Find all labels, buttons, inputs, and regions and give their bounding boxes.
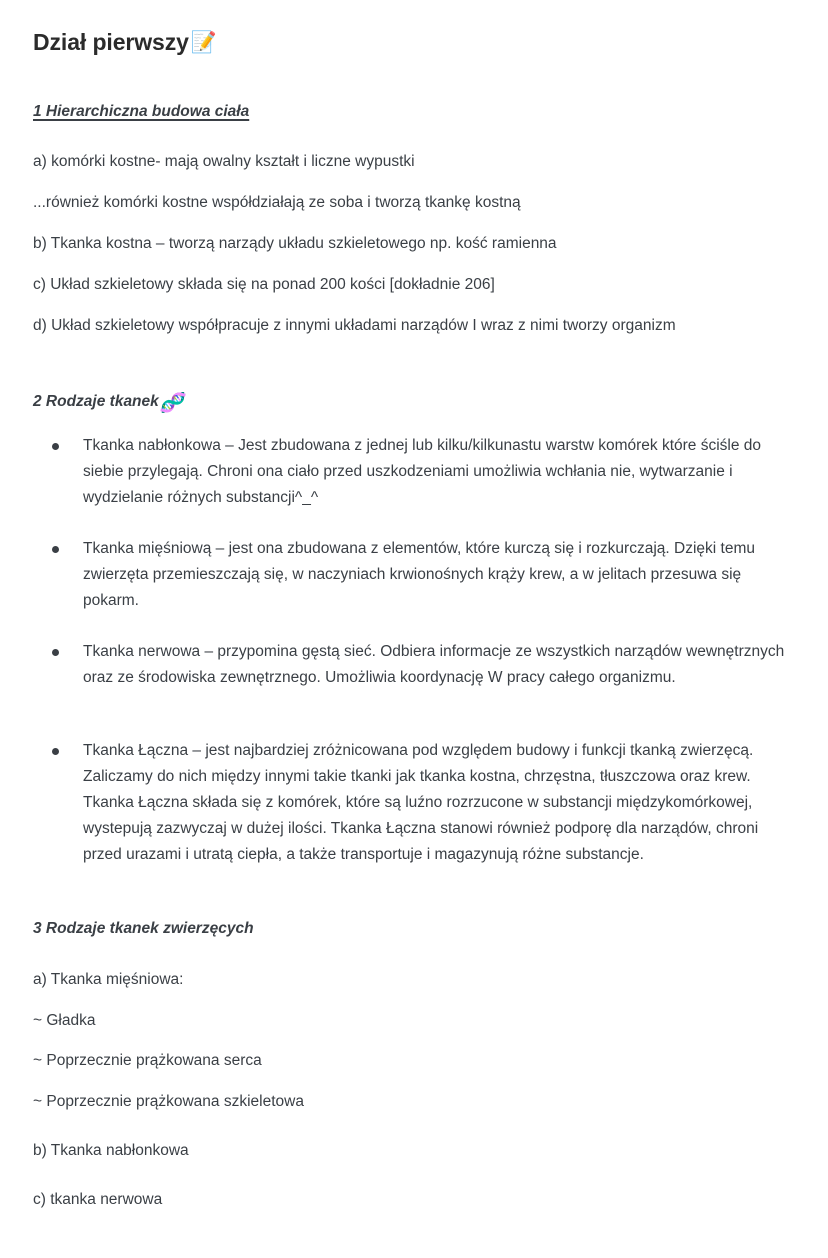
dna-icon: 🧬	[159, 392, 184, 414]
section-heading-1-text: 1 Hierarchiczna budowa ciała	[33, 102, 250, 120]
section-heading-1	[33, 101, 795, 123]
list-item: Tkanka nabłonkowa – Jest zbudowana z jednej lub kilku/kilkunastu warstw komórek które ściśle do siebie przylegają. Chroni ona ciało przed uszkodzeniami umożliwia wchłania nie, wytwarzanie i wydzielanie różnych substancji^_^	[33, 433, 795, 511]
section-heading-3-text: 3 Rodzaje tkanek zwierzęcych	[33, 920, 254, 938]
paragraph-line: c) Układ szkieletowy składa się na ponad 200 kości [dokładnie 206]	[33, 276, 495, 294]
paragraph-line: b) Tkanka kostna – tworzą narządy układu szkieletowego np. kość ramienna	[33, 235, 557, 253]
memo-icon: 📝	[190, 31, 217, 55]
list-item: Tkanka nerwowa – przypomina gęstą sieć. Odbiera informacje ze wszystkich narządów wewnętrznych oraz ze środowiska zewnętrznego. Umożliwia koordynację W pracy całego organizmu.	[33, 639, 795, 691]
final-list-item: a) Tkanka mięśniowa:	[33, 970, 184, 988]
final-list-item: c) tkanka nerwowa	[33, 1191, 163, 1208]
list-item: Tkanka mięśniową – jest ona zbudowana z elementów, które kurczą się i rozkurczają. Dzięki temu zwierzęta przemieszczają się, w naczyniach krwionośnych krąży krew, a w jelitach przesuwa się pokarm.	[33, 536, 795, 614]
section-1-body	[33, 149, 795, 340]
section-heading-2-text: 2 Rodzaje tkanek	[33, 393, 159, 411]
page-title	[33, 28, 795, 58]
section-heading-3	[33, 918, 795, 940]
paragraph-line: ...również komórki kostne współdziałają ze soba i tworzą tkankę kostną	[33, 193, 521, 211]
page-title-text: Dział pierwszy	[33, 29, 189, 55]
final-list-item: b) Tkanka nabłonkowa	[33, 1141, 189, 1159]
list-item: Tkanka Łączna – jest najbardziej zróżnicowana pod względem budowy i funkcji tkanką zwierzęcą. Zaliczamy do nich między innymi takie tkanki jak tkanka kostna, chrzęstna, tłuszczowa oraz krew. Tkanka Łączna składa się z komórek, które są luźno rozrzucone w substancji międzykomórkowej, wystepują zazwyczaj w dużej ilości. Tkanka Łączna stanowi również podporę dla narządów, chroni przed urazami i utratą ciepła, a także transportuje i magazynują różne substancje.	[33, 738, 795, 868]
final-list-item: ~ Gładka	[33, 1011, 96, 1029]
final-list-item: ~ Poprzecznie prążkowana szkieletowa	[33, 1092, 304, 1110]
section-heading-2	[33, 391, 795, 413]
paragraph-line: d) Układ szkieletowy współpracuje z innymi układami narządów I wraz z nimi tworzy organizm	[33, 317, 676, 335]
section-3-body	[33, 967, 795, 1212]
final-list-item: ~ Poprzecznie prążkowana serca	[33, 1052, 262, 1070]
paragraph-line: a) komórki kostne- mają owalny kształt i liczne wypustki	[33, 152, 415, 170]
tissue-types-list	[33, 433, 795, 868]
